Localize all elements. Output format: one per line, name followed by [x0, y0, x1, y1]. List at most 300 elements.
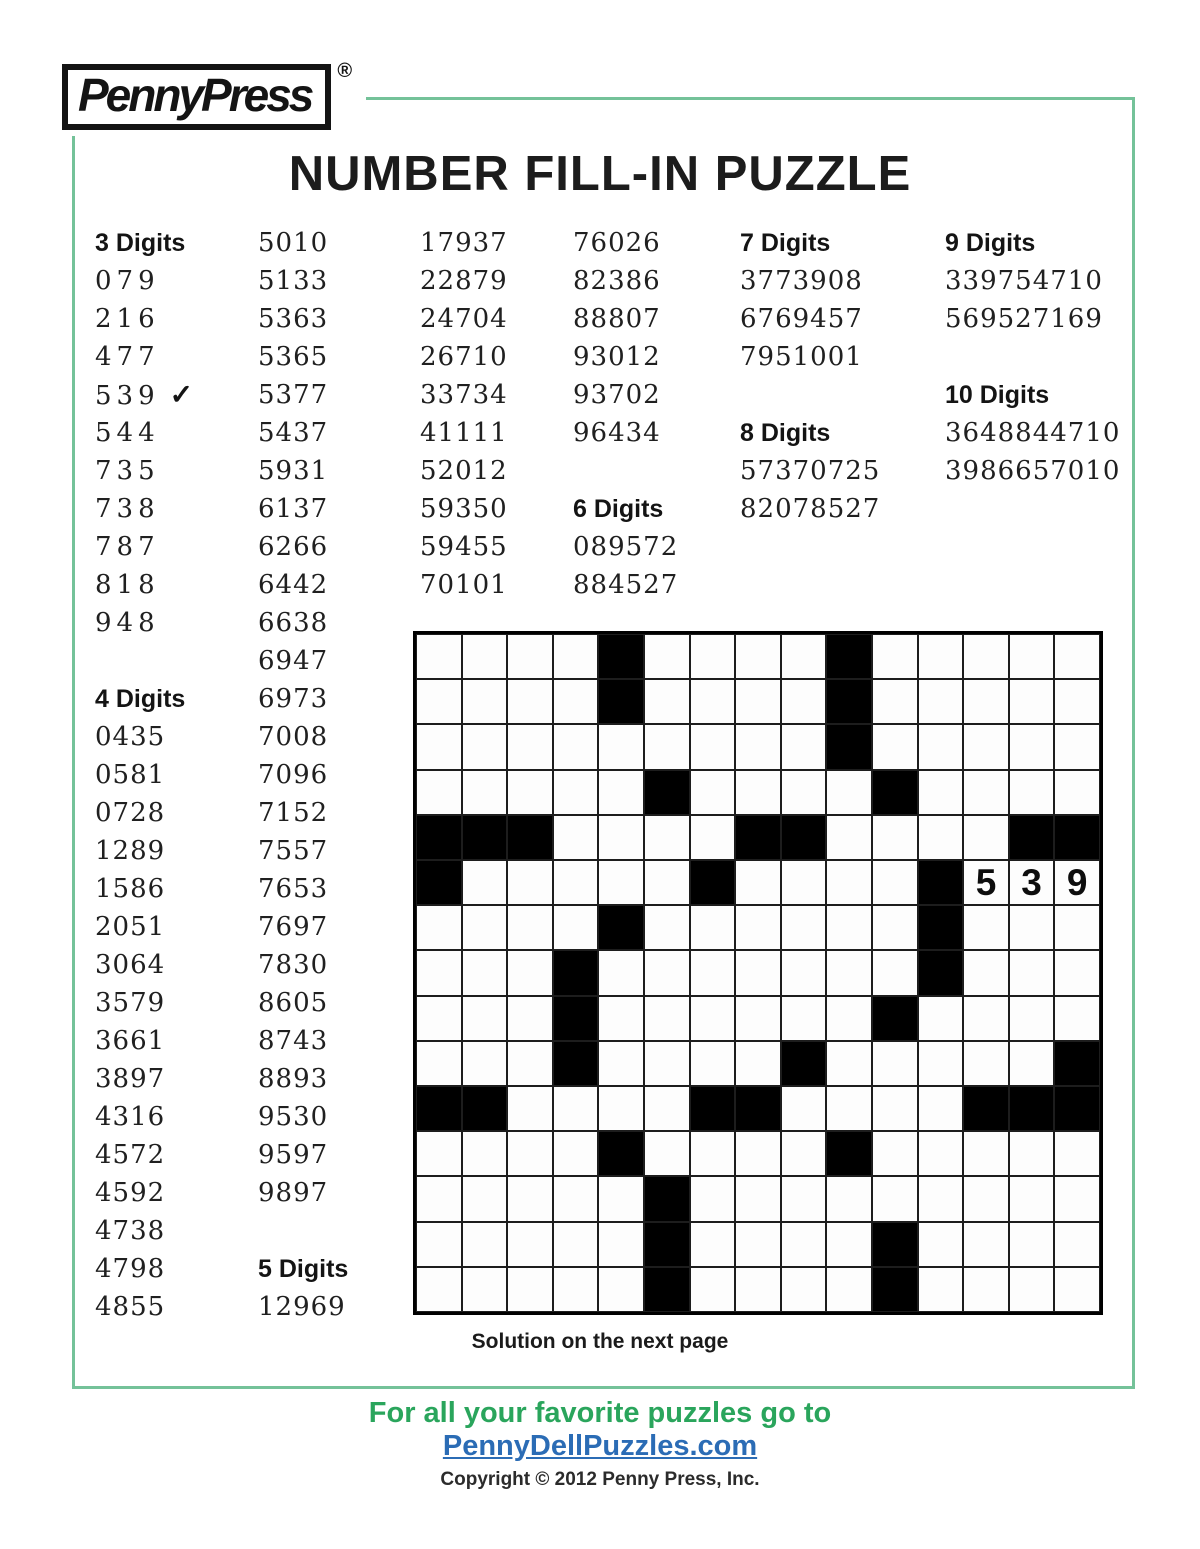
clue-number-value: 3648844710 — [945, 418, 1121, 448]
clue-number-value: 5133 — [258, 266, 329, 296]
grid-cell[interactable] — [918, 634, 964, 679]
grid-cell[interactable] — [963, 996, 1009, 1041]
grid-cell[interactable] — [507, 1041, 553, 1086]
grid-cell[interactable] — [735, 679, 781, 724]
grid-cell-black — [507, 815, 553, 860]
grid-cell[interactable] — [826, 1041, 872, 1086]
grid-cell[interactable] — [1054, 1222, 1100, 1267]
clue-number-value: 5377 — [258, 380, 329, 410]
grid-cell-black — [872, 1222, 918, 1267]
grid-cell[interactable] — [872, 905, 918, 950]
clue-number — [258, 832, 348, 870]
grid-cell[interactable] — [1054, 996, 1100, 1041]
grid-cell[interactable] — [918, 770, 964, 815]
grid-cell[interactable] — [1009, 724, 1055, 769]
grid-cell[interactable] — [462, 679, 508, 724]
clue-number-value: 70101 — [420, 570, 508, 600]
clue-number — [420, 224, 508, 262]
clue-column-4 — [573, 224, 678, 604]
grid-cell[interactable] — [918, 724, 964, 769]
grid-cell[interactable] — [781, 950, 827, 995]
grid-cell[interactable] — [1054, 860, 1100, 905]
grid-cell[interactable] — [416, 1041, 462, 1086]
clue-number — [258, 908, 348, 946]
grid-cell[interactable] — [553, 1222, 599, 1267]
grid-cell[interactable] — [644, 815, 690, 860]
grid-cell[interactable] — [735, 634, 781, 679]
grid-cell[interactable] — [507, 860, 553, 905]
grid-cell[interactable] — [826, 950, 872, 995]
grid-cell[interactable] — [963, 1131, 1009, 1176]
grid-cell[interactable] — [644, 724, 690, 769]
clue-number — [258, 794, 348, 832]
grid-cell[interactable] — [1054, 1267, 1100, 1312]
clue-number — [258, 1098, 348, 1136]
clue-number-value: 7096 — [258, 760, 329, 790]
grid-cell-black — [826, 634, 872, 679]
clue-number — [258, 680, 348, 718]
grid-cell[interactable] — [553, 1086, 599, 1131]
grid-cell[interactable] — [918, 996, 964, 1041]
clue-number-value: 7830 — [258, 950, 329, 980]
grid-cell[interactable] — [690, 634, 736, 679]
grid-cell-black — [735, 815, 781, 860]
grid-cell-black — [462, 1086, 508, 1131]
grid-cell[interactable] — [735, 770, 781, 815]
grid-cell[interactable] — [918, 1176, 964, 1221]
grid-cell[interactable] — [735, 1176, 781, 1221]
grid-cell[interactable] — [690, 905, 736, 950]
grid-cell[interactable] — [963, 770, 1009, 815]
grid-cell[interactable] — [963, 634, 1009, 679]
grid-cell[interactable] — [462, 996, 508, 1041]
grid-cell[interactable] — [872, 679, 918, 724]
grid-cell[interactable] — [507, 1176, 553, 1221]
grid-cell-black — [598, 905, 644, 950]
grid-cell[interactable] — [963, 1267, 1009, 1312]
clue-number-value: 7008 — [258, 722, 329, 752]
grid-cell[interactable] — [553, 1267, 599, 1312]
grid-cell[interactable] — [507, 1131, 553, 1176]
grid-cell[interactable] — [1009, 634, 1055, 679]
clue-number — [420, 376, 508, 414]
clue-number-value: 787 — [95, 532, 160, 562]
grid-cell[interactable] — [416, 1176, 462, 1221]
digit-group-header-label: 6 Digits — [573, 495, 664, 523]
grid-cell[interactable] — [1009, 679, 1055, 724]
grid-cell[interactable] — [1054, 679, 1100, 724]
clue-number-value: 5363 — [258, 304, 329, 334]
grid-cell[interactable] — [553, 1131, 599, 1176]
solution-note: Solution on the next page — [471, 1330, 729, 1353]
clue-number-value: 4572 — [95, 1140, 166, 1170]
clue-number — [95, 376, 193, 414]
grid-cell[interactable] — [1009, 950, 1055, 995]
grid-cell[interactable] — [963, 860, 1009, 905]
grid-cell[interactable] — [507, 1086, 553, 1131]
clue-number — [95, 1098, 193, 1136]
grid-cell-black — [416, 815, 462, 860]
grid-cell[interactable] — [781, 1131, 827, 1176]
grid-cell[interactable] — [416, 905, 462, 950]
grid-cell[interactable] — [826, 815, 872, 860]
grid-cell[interactable] — [826, 905, 872, 950]
clue-number-value: 8743 — [258, 1026, 329, 1056]
grid-cell[interactable] — [826, 996, 872, 1041]
grid-cell[interactable] — [553, 1176, 599, 1221]
grid-cell[interactable] — [553, 679, 599, 724]
clue-number-value: 6137 — [258, 494, 329, 524]
clue-number — [258, 414, 348, 452]
grid-cell[interactable] — [1054, 905, 1100, 950]
clue-column-3 — [420, 224, 508, 604]
grid-cell[interactable] — [781, 1222, 827, 1267]
grid-cell[interactable] — [963, 905, 1009, 950]
grid-cell[interactable] — [872, 1131, 918, 1176]
grid-cell[interactable] — [462, 634, 508, 679]
clue-number — [95, 1022, 193, 1060]
clue-number — [740, 300, 880, 338]
grid-cell[interactable] — [918, 1086, 964, 1131]
grid-cell[interactable] — [826, 1267, 872, 1312]
clue-number — [258, 224, 348, 262]
grid-cell[interactable] — [598, 770, 644, 815]
grid-cell-black — [963, 1086, 1009, 1131]
clue-number — [420, 566, 508, 604]
grid-cell[interactable] — [872, 815, 918, 860]
clue-number-value: 1586 — [95, 874, 166, 904]
grid-cell[interactable] — [781, 1267, 827, 1312]
clue-number — [258, 452, 348, 490]
grid-cell[interactable] — [507, 905, 553, 950]
digit-group-header-label: 5 Digits — [258, 1255, 349, 1283]
clue-column-1 — [95, 224, 193, 1326]
grid-cell[interactable] — [1054, 634, 1100, 679]
grid-cell[interactable] — [690, 1176, 736, 1221]
grid-cell[interactable] — [1009, 996, 1055, 1041]
grid-cell[interactable] — [462, 860, 508, 905]
clue-number-value: 96434 — [573, 418, 661, 448]
grid-cell[interactable] — [781, 770, 827, 815]
grid-cell[interactable] — [781, 996, 827, 1041]
grid-cell-black — [553, 996, 599, 1041]
grid-cell[interactable] — [735, 1222, 781, 1267]
clue-number-value: 3986657010 — [945, 456, 1121, 486]
grid-cell[interactable] — [553, 770, 599, 815]
grid-cell[interactable] — [644, 634, 690, 679]
clue-number — [95, 528, 193, 566]
clue-number — [258, 1136, 348, 1174]
grid-cell[interactable] — [690, 1131, 736, 1176]
grid-cell-black — [416, 1086, 462, 1131]
grid-cell[interactable] — [690, 679, 736, 724]
grid-cell[interactable] — [644, 679, 690, 724]
grid-cell[interactable] — [781, 1086, 827, 1131]
grid-cell-black — [553, 1041, 599, 1086]
grid-cell[interactable] — [598, 724, 644, 769]
grid-cell[interactable] — [507, 679, 553, 724]
grid-cell[interactable] — [1054, 1131, 1100, 1176]
grid-cell[interactable] — [781, 679, 827, 724]
grid-cell[interactable] — [416, 1131, 462, 1176]
grid-cell[interactable] — [462, 1267, 508, 1312]
clue-number — [420, 338, 508, 376]
grid-cell[interactable] — [598, 950, 644, 995]
grid-cell[interactable] — [416, 996, 462, 1041]
grid-cell[interactable] — [598, 1222, 644, 1267]
grid-cell[interactable] — [1054, 950, 1100, 995]
prefilled-digit: 9 — [1066, 861, 1088, 903]
grid-cell[interactable] — [553, 860, 599, 905]
grid-cell[interactable] — [781, 634, 827, 679]
grid-cell[interactable] — [872, 634, 918, 679]
grid-cell[interactable] — [598, 1041, 644, 1086]
grid-cell[interactable] — [507, 770, 553, 815]
grid-cell[interactable] — [1009, 1176, 1055, 1221]
digit-group-header-label: 7 Digits — [740, 229, 831, 257]
clue-number — [573, 300, 678, 338]
grid-cell[interactable] — [507, 634, 553, 679]
clue-number-value: 8893 — [258, 1064, 329, 1094]
grid-cell[interactable] — [644, 950, 690, 995]
grid-cell[interactable] — [462, 905, 508, 950]
clue-number-value: 7557 — [258, 836, 329, 866]
grid-cell[interactable] — [690, 815, 736, 860]
grid-cell[interactable] — [598, 996, 644, 1041]
grid-cell[interactable] — [826, 1086, 872, 1131]
grid-cell[interactable] — [735, 1131, 781, 1176]
grid-cell[interactable] — [690, 770, 736, 815]
clue-number — [95, 908, 193, 946]
grid-cell[interactable] — [553, 905, 599, 950]
grid-cell[interactable] — [598, 1267, 644, 1312]
grid-cell[interactable] — [644, 905, 690, 950]
grid-cell[interactable] — [826, 1176, 872, 1221]
grid-cell-black — [553, 950, 599, 995]
clue-number — [573, 338, 678, 376]
grid-cell[interactable] — [690, 1222, 736, 1267]
grid-cell[interactable] — [735, 860, 781, 905]
clue-number-value: 2051 — [95, 912, 166, 942]
grid-cell-black — [1009, 1086, 1055, 1131]
grid-cell[interactable] — [462, 724, 508, 769]
page-title: NUMBER FILL-IN PUZZLE — [288, 147, 912, 201]
grid-cell[interactable] — [872, 1086, 918, 1131]
clue-number — [740, 490, 880, 528]
clue-number-value: 735 — [95, 456, 160, 486]
grid-cell[interactable] — [735, 1041, 781, 1086]
clue-spacer — [573, 452, 678, 490]
clue-number — [95, 984, 193, 1022]
grid-cell[interactable] — [462, 1176, 508, 1221]
logo-text: PennyPress — [78, 69, 312, 121]
grid-cell[interactable] — [416, 1267, 462, 1312]
grid-cell-black — [918, 860, 964, 905]
clue-number-value: 52012 — [420, 456, 508, 486]
clue-number — [573, 414, 678, 452]
grid-cell[interactable] — [1009, 1041, 1055, 1086]
clue-number-value: 9597 — [258, 1140, 329, 1170]
grid-cell[interactable] — [963, 1041, 1009, 1086]
grid-cell[interactable] — [735, 724, 781, 769]
grid-cell[interactable] — [963, 1222, 1009, 1267]
grid-cell[interactable] — [872, 950, 918, 995]
grid-cell[interactable] — [553, 815, 599, 860]
clue-number — [95, 490, 193, 528]
clue-number — [95, 870, 193, 908]
clue-number — [258, 262, 348, 300]
grid-cell[interactable] — [416, 724, 462, 769]
grid-cell-black — [598, 679, 644, 724]
clue-number-value: 26710 — [420, 342, 508, 372]
footer — [0, 1398, 1200, 1492]
grid-cell[interactable] — [690, 1267, 736, 1312]
grid-cell[interactable] — [963, 724, 1009, 769]
grid-cell[interactable] — [690, 996, 736, 1041]
prefilled-digit: 5 — [975, 861, 997, 903]
digit-group-header — [945, 376, 1120, 414]
grid-cell[interactable] — [963, 1176, 1009, 1221]
grid-cell[interactable] — [735, 950, 781, 995]
digit-group-header-label: 8 Digits — [740, 419, 831, 447]
number-fill-in-grid — [413, 631, 1103, 1315]
grid-cell[interactable] — [507, 996, 553, 1041]
clue-number — [95, 1136, 193, 1174]
grid-cell[interactable] — [918, 815, 964, 860]
grid-cell[interactable] — [781, 724, 827, 769]
grid-cell[interactable] — [826, 860, 872, 905]
clue-number — [258, 376, 348, 414]
grid-cell[interactable] — [963, 679, 1009, 724]
grid-cell[interactable] — [872, 724, 918, 769]
clue-number-value: 3897 — [95, 1064, 166, 1094]
grid-cell[interactable] — [1009, 1267, 1055, 1312]
clue-number — [573, 528, 678, 566]
grid-cell[interactable] — [918, 1041, 964, 1086]
penny-dell-puzzles-link[interactable]: PennyDellPuzzles.com — [442, 1429, 758, 1462]
grid-cell-black — [644, 1176, 690, 1221]
grid-cell[interactable] — [1009, 1131, 1055, 1176]
grid-cell[interactable] — [644, 1131, 690, 1176]
clue-number-value: 57370725 — [740, 456, 881, 486]
grid-cell[interactable] — [690, 1041, 736, 1086]
grid-cell[interactable] — [644, 1086, 690, 1131]
grid-cell[interactable] — [507, 1267, 553, 1312]
grid-cell[interactable] — [416, 1222, 462, 1267]
grid-cell[interactable] — [507, 950, 553, 995]
registered-trademark-symbol: ® — [335, 60, 356, 87]
grid-cell[interactable] — [598, 1176, 644, 1221]
grid-cell[interactable] — [826, 1222, 872, 1267]
grid-cell-black — [462, 815, 508, 860]
grid-cell[interactable] — [1009, 905, 1055, 950]
grid-cell[interactable] — [918, 1267, 964, 1312]
clue-number — [945, 414, 1120, 452]
grid-cell[interactable] — [781, 905, 827, 950]
grid-cell[interactable] — [735, 1267, 781, 1312]
digit-group-header — [740, 414, 880, 452]
clue-number-value: 884527 — [573, 570, 679, 600]
grid-cell[interactable] — [462, 1041, 508, 1086]
grid-cell[interactable] — [735, 905, 781, 950]
grid-cell[interactable] — [462, 1131, 508, 1176]
grid-cell[interactable] — [781, 860, 827, 905]
clue-number — [258, 870, 348, 908]
grid-cell[interactable] — [462, 950, 508, 995]
grid-cell[interactable] — [1009, 860, 1055, 905]
grid-cell[interactable] — [1009, 1222, 1055, 1267]
grid-cell[interactable] — [598, 860, 644, 905]
grid-cell[interactable] — [735, 996, 781, 1041]
grid-cell[interactable] — [690, 724, 736, 769]
clue-number-value: 6947 — [258, 646, 329, 676]
clue-number — [740, 452, 880, 490]
clue-number — [95, 338, 193, 376]
grid-cell[interactable] — [781, 1176, 827, 1221]
clue-number-value: 9530 — [258, 1102, 329, 1132]
clue-number — [95, 1288, 193, 1326]
grid-cell-black — [1054, 1041, 1100, 1086]
grid-cell[interactable] — [416, 950, 462, 995]
grid-cell[interactable] — [918, 1131, 964, 1176]
grid-cell[interactable] — [507, 724, 553, 769]
clue-number-value: 569527169 — [945, 304, 1103, 334]
grid-cell[interactable] — [416, 679, 462, 724]
clue-number-value: 82078527 — [740, 494, 881, 524]
grid-cell[interactable] — [644, 860, 690, 905]
grid-cell[interactable] — [1054, 724, 1100, 769]
grid-cell[interactable] — [644, 1041, 690, 1086]
grid-cell[interactable] — [598, 815, 644, 860]
clue-number — [95, 1174, 193, 1212]
grid-cell[interactable] — [598, 1086, 644, 1131]
grid-cell[interactable] — [553, 634, 599, 679]
clue-number — [945, 300, 1120, 338]
grid-cell[interactable] — [690, 950, 736, 995]
grid-cell[interactable] — [416, 634, 462, 679]
grid-cell[interactable] — [1054, 1176, 1100, 1221]
clue-number-value: 4738 — [95, 1216, 166, 1246]
clue-number-value: 3773908 — [740, 266, 863, 296]
clue-number — [95, 452, 193, 490]
grid-cell[interactable] — [1054, 770, 1100, 815]
grid-cell[interactable] — [462, 1222, 508, 1267]
digit-group-header — [95, 224, 193, 262]
grid-cell[interactable] — [963, 950, 1009, 995]
grid-cell[interactable] — [918, 679, 964, 724]
grid-cell[interactable] — [872, 1176, 918, 1221]
grid-cell[interactable] — [963, 815, 1009, 860]
grid-cell[interactable] — [462, 770, 508, 815]
clue-number-value: 4592 — [95, 1178, 166, 1208]
grid-cell[interactable] — [553, 724, 599, 769]
grid-cell[interactable] — [826, 770, 872, 815]
clue-number-value: 0581 — [95, 760, 166, 790]
clue-number — [420, 490, 508, 528]
clue-number — [258, 338, 348, 376]
grid-cell[interactable] — [872, 860, 918, 905]
clue-number-value: 33734 — [420, 380, 508, 410]
grid-cell[interactable] — [507, 1222, 553, 1267]
grid-cell[interactable] — [918, 1222, 964, 1267]
clue-number-value: 3064 — [95, 950, 166, 980]
grid-cell[interactable] — [416, 770, 462, 815]
grid-cell[interactable] — [1009, 770, 1055, 815]
clue-number — [258, 1174, 348, 1212]
grid-cell[interactable] — [644, 996, 690, 1041]
grid-cell[interactable] — [872, 1041, 918, 1086]
grid-cell-black — [872, 770, 918, 815]
